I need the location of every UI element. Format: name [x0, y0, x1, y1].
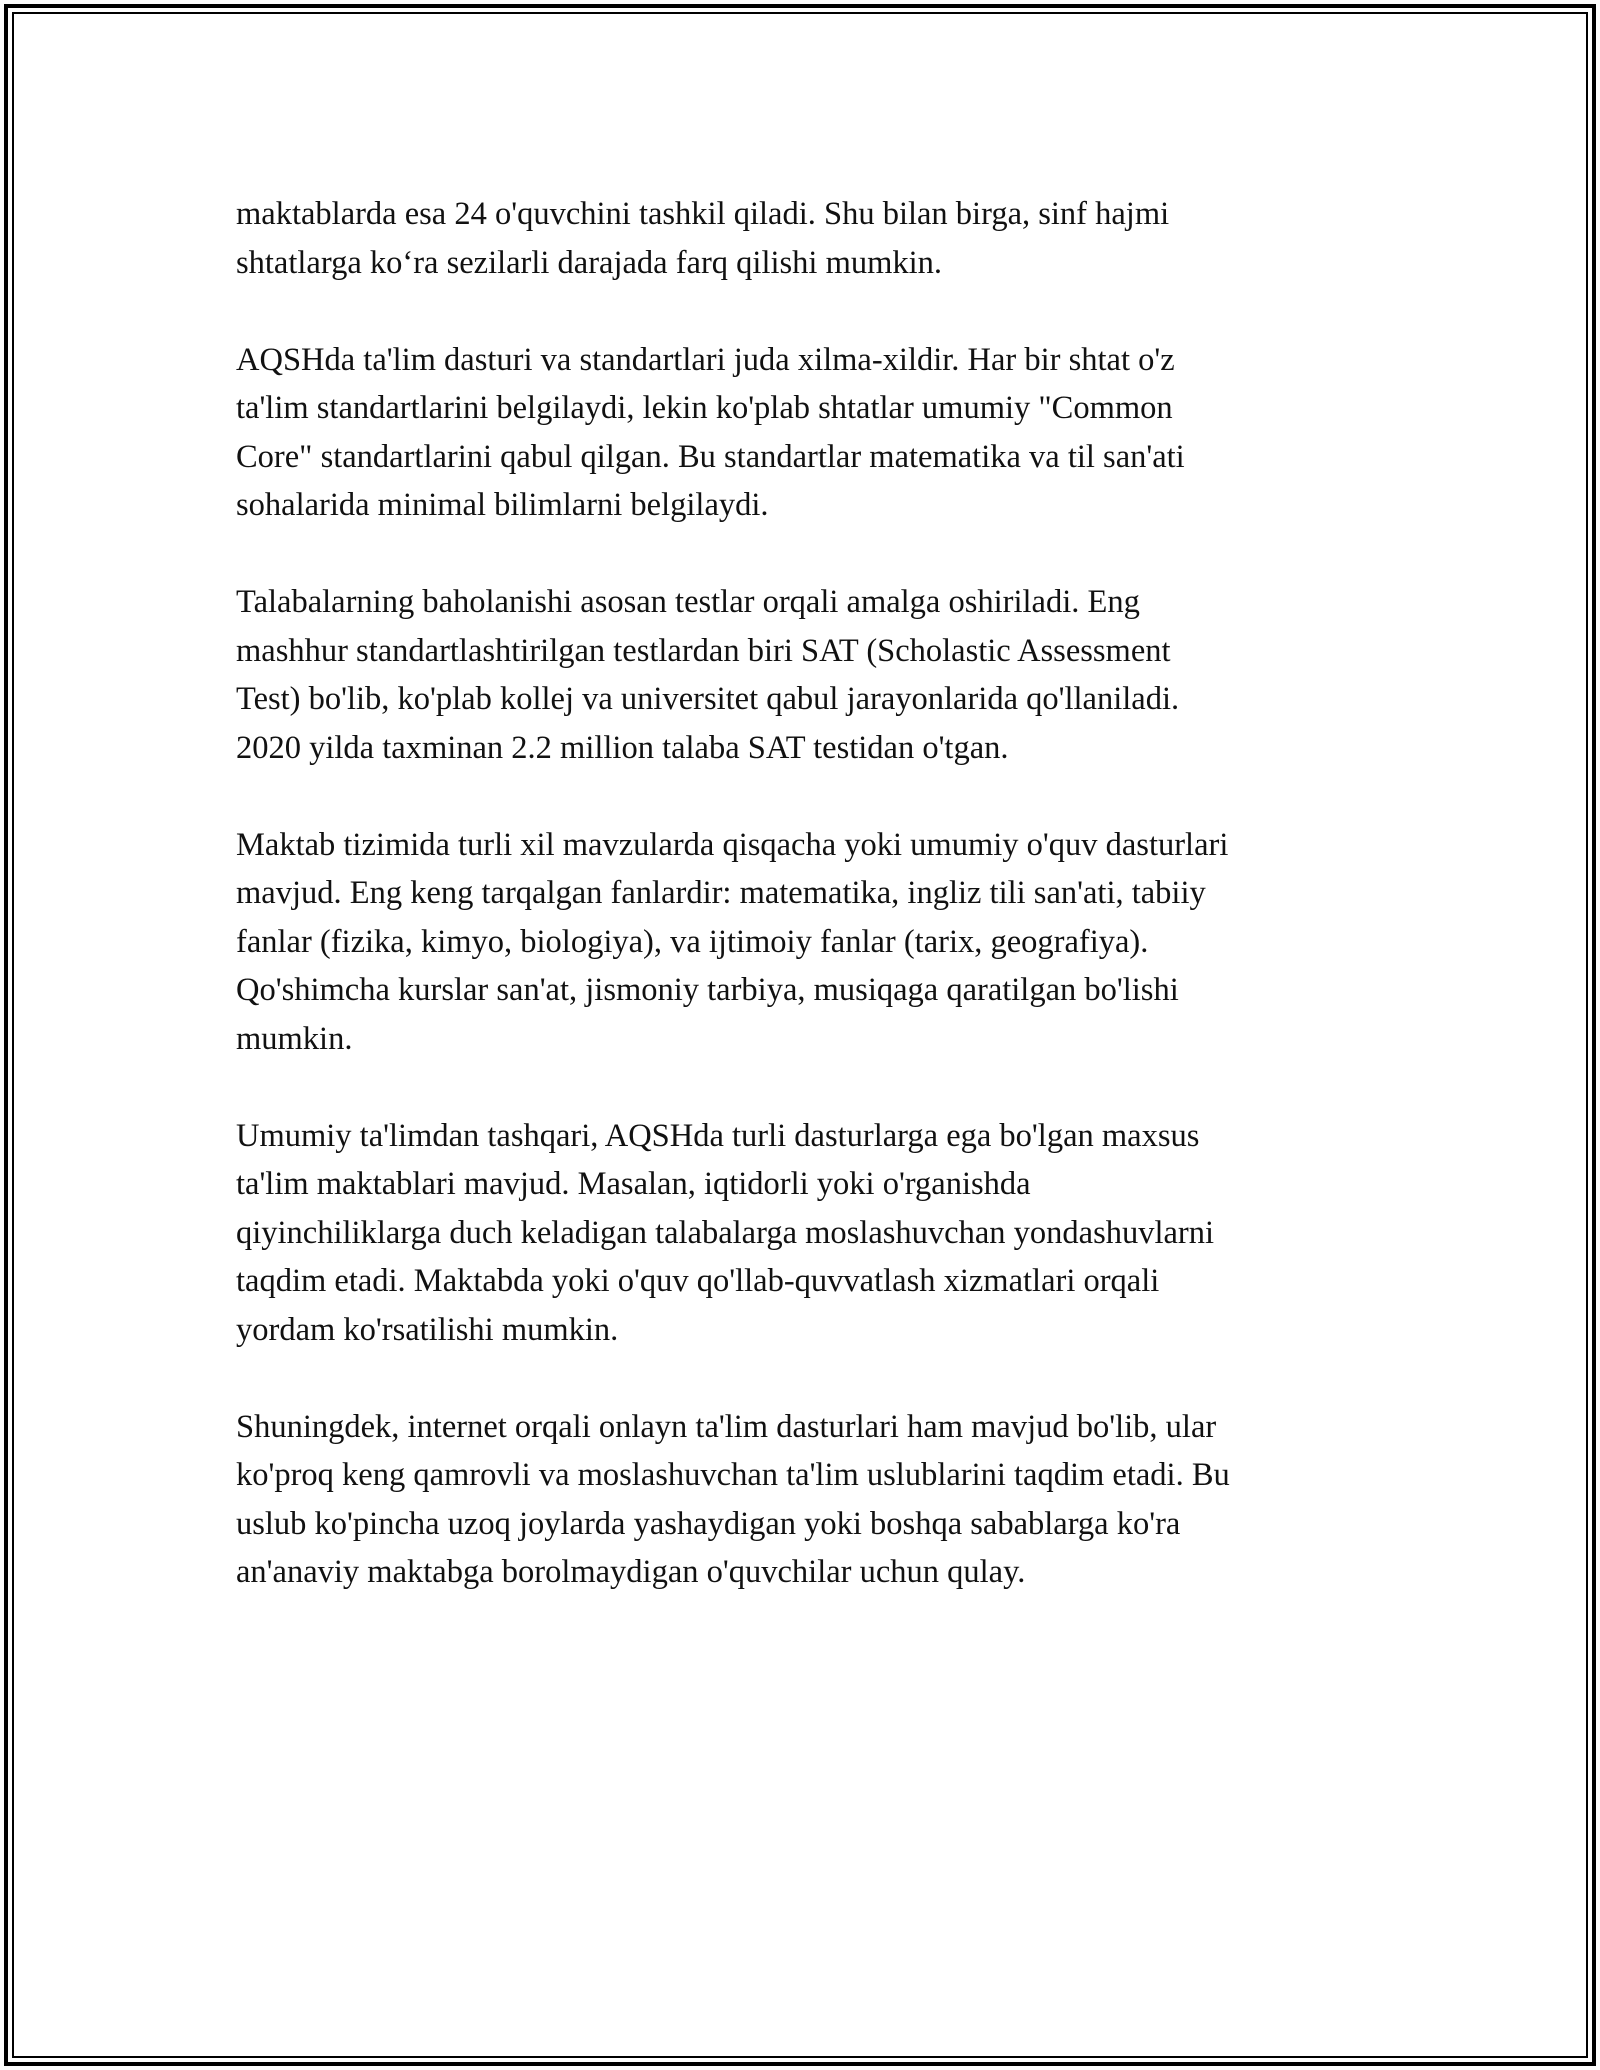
text-line: AQSHda ta'lim dasturi va standartlari juda xilma-xildir. Har bir shtat o'z	[236, 341, 1175, 378]
text-line: mumkin.	[236, 1020, 353, 1057]
text-line: Qo'shimcha kurslar san'at, jismoniy tarbiya, musiqaga qaratilgan bo'lishi	[236, 972, 1179, 1008]
text-line: Shuningdek, internet orqali onlayn ta'lim dasturlari ham mavjud bo'lib, ular	[236, 1408, 1217, 1445]
paragraph-standards	[236, 336, 1366, 530]
text-line: uslub ko'pincha uzoq joylarda yashaydigan yoki boshqa sabablarga ko'ra	[236, 1505, 1181, 1542]
text-line: Umumiy ta'limdan tashqari, AQSHda turli dasturlarga ega bo'lgan maxsus	[236, 1117, 1200, 1154]
text-line: Talabalarning baholanishi asosan testlar orqali amalga oshiriladi. Eng	[236, 584, 1140, 620]
paragraph-class-size	[236, 190, 1366, 287]
paragraph-assessment	[236, 578, 1366, 772]
text-line: ko'proq keng qamrovli va moslashuvchan ta'lim uslublarini taqdim etadi. Bu	[236, 1457, 1230, 1493]
paragraph-online-learning	[236, 1403, 1366, 1597]
text-line: taqdim etadi. Maktabda yoki o'quv qo'llab-quvvatlash xizmatlari orqali	[236, 1263, 1160, 1299]
document-body	[236, 190, 1366, 1645]
text-line: ta'lim maktablari mavjud. Masalan, iqtidorli yoki o'rganishda	[236, 1166, 1031, 1202]
text-line: 2020 yilda taxminan 2.2 million talaba SAT testidan o'tgan.	[236, 729, 1009, 766]
text-line: sohalarida minimal bilimlarni belgilaydi.	[236, 487, 769, 523]
text-line: ta'lim standartlarini belgilaydi, lekin ko'plab shtatlar umumiy "Common	[236, 390, 1173, 426]
text-line: mashhur standartlashtirilgan testlardan biri SAT (Scholastic Assessment	[236, 632, 1171, 669]
text-line: qiyinchiliklarga duch keladigan talabalarga moslashuvchan yondashuvlarni	[236, 1214, 1215, 1251]
text-line: Test) bo'lib, ko'plab kollej va universitet qabul jarayonlarida qo'llaniladi.	[236, 681, 1180, 717]
paragraph-curriculum	[236, 821, 1366, 1064]
text-line: an'anaviy maktabga borolmaydigan o'quvchilar uchun qulay.	[236, 1554, 1026, 1590]
text-line: shtatlarga ko‘ra sezilarli darajada farq qilishi mumkin.	[236, 244, 943, 281]
text-line: mavjud. Eng keng tarqalgan fanlardir: matematika, ingliz tili san'ati, tabiiy	[236, 875, 1206, 911]
text-line: maktablarda esa 24 o'quvchini tashkil qiladi. Shu bilan birga, sinf hajmi	[236, 196, 1170, 232]
paragraph-special-education	[236, 1112, 1366, 1355]
text-line: fanlar (fizika, kimyo, biologiya), va ijtimoiy fanlar (tarix, geografiya).	[236, 923, 1149, 960]
text-line: yordam ko'rsatilishi mumkin.	[236, 1311, 619, 1348]
text-line: Maktab tizimida turli xil mavzularda qisqacha yoki umumiy o'quv dasturlari	[236, 826, 1229, 863]
text-line: Core" standartlarini qabul qilgan. Bu standartlar matematika va til san'ati	[236, 438, 1185, 475]
